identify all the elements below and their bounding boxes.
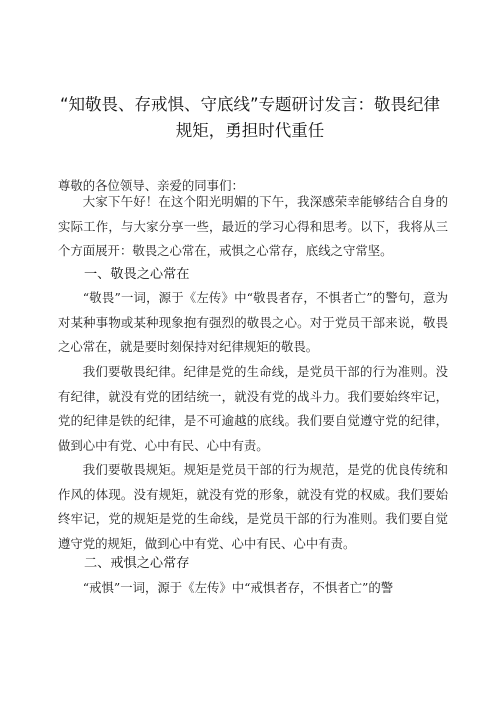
title-line-1: “知敬畏、存戒惧、守底线”专题研讨发言：敬畏纪律 bbox=[59, 95, 441, 114]
salutation: 尊敬的各位领导、亲爱的同事们： bbox=[58, 178, 244, 193]
intro-paragraph: 大家下午好！在这个阳光明媚的下午，我深感荣幸能够结合自身的实际工作，与大家分享一些，最近的学习心得和思考。以下，我将从三个方面展开：敬畏之心常在，戒惧之心常存，底线之守常坚。 bbox=[58, 194, 448, 258]
section-2-heading: 二、戒惧之心常存 bbox=[84, 556, 190, 571]
section-1-paragraph-1: “敬畏”一词，源于《左传》中“敬畏者存，不惧者亡”的警句，意为对某种事物或某种现象抱有强烈的敬畏之心。对于党员干部来说，敬畏之心常在，就是要时刻保持对纪律规矩的敬畏。 bbox=[58, 290, 448, 354]
section-1-heading: 一、敬畏之心常在 bbox=[84, 267, 190, 282]
section-1-paragraph-2: 我们要敬畏纪律。纪律是党的生命线，是党员干部的行为准则。没有纪律，就没有党的团结统一，就没有党的战斗力。我们要始终牢记，党的纪律是铁的纪律，是不可逾越的底线。我们要自觉遵守党的纪律，做到心中有党、心中有民、心中有责。 bbox=[58, 364, 448, 453]
section-2-paragraph-1: “戒惧”一词，源于《左传》中“戒惧者存，不惧者亡”的警 bbox=[82, 580, 394, 595]
document-title bbox=[40, 92, 460, 144]
section-1-paragraph-3: 我们要敬畏规矩。规矩是党员干部的行为规范，是党的优良传统和作风的体现。没有规矩，就没有党的形象，就没有党的权威。我们要始终牢记，党的规矩是党的生命线，是党员干部的行为准则。我们要自觉遵守党的规矩，做到心中有党、心中有民、心中有责。 bbox=[58, 462, 448, 551]
title-line-2: 规矩，勇担时代重任 bbox=[175, 121, 325, 140]
